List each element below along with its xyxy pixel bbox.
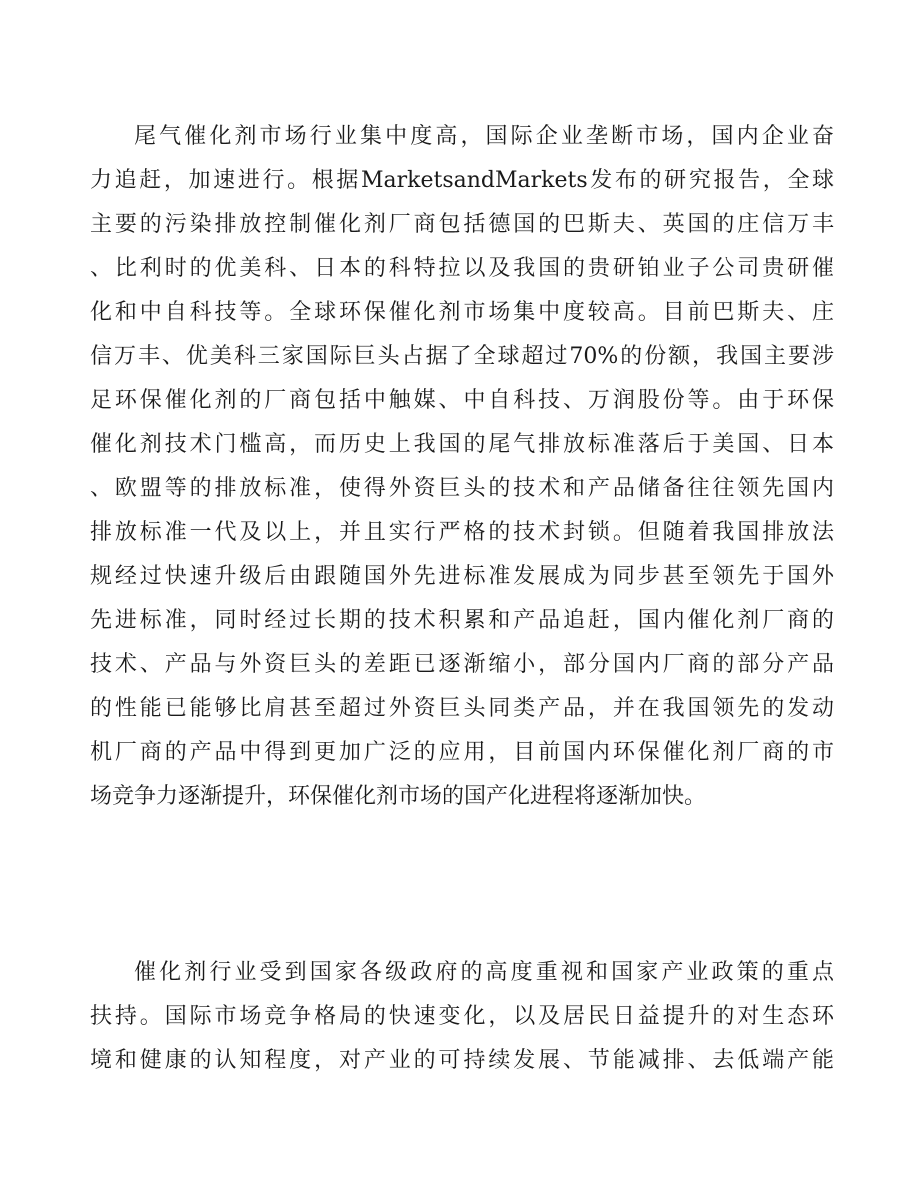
text-line: 技术、产品与外资巨头的差距已逐渐缩小，部分国内厂商的部分产品 bbox=[90, 652, 834, 677]
text-line: 主要的污染排放控制催化剂厂商包括德国的巴斯夫、英国的庄信万丰 bbox=[90, 212, 834, 237]
text-line: 场竞争力逐渐提升，环保催化剂市场的国产化进程将逐渐加快。 bbox=[90, 784, 707, 809]
text-line: 排放标准一代及以上，并且实行严格的技术封锁。但随着我国排放法 bbox=[90, 520, 834, 545]
text-line: 先进标准，同时经过长期的技术积累和产品追赶，国内催化剂厂商的 bbox=[90, 608, 834, 633]
text-line: 信万丰、优美科三家国际巨头占据了全球超过70%的份额，我国主要涉 bbox=[90, 344, 834, 369]
text-line: 、欧盟等的排放标准，使得外资巨头的技术和产品储备往往领先国内 bbox=[90, 476, 834, 501]
text-line: 的性能已能够比肩甚至超过外资巨头同类产品，并在我国领先的发动 bbox=[90, 696, 834, 721]
paragraph-market-concentration bbox=[90, 115, 834, 819]
text-line: 催化剂行业受到国家各级政府的高度重视和国家产业政策的重点 bbox=[134, 960, 834, 985]
text-line: 力追赶，加速进行。根据MarketsandMarkets发布的研究报告，全球 bbox=[90, 168, 834, 193]
text-line: 境和健康的认知程度，对产业的可持续发展、节能减排、去低端产能 bbox=[90, 1048, 834, 1073]
text-line: 足环保催化剂的厂商包括中触媒、中自科技、万润股份等。由于环保 bbox=[90, 388, 834, 413]
text-line: 机厂商的产品中得到更加广泛的应用，目前国内环保催化剂厂商的市 bbox=[90, 740, 834, 765]
text-line: 催化剂技术门槛高，而历史上我国的尾气排放标准落后于美国、日本 bbox=[90, 432, 834, 457]
text-line: 化和中自科技等。全球环保催化剂市场集中度较高。目前巴斯夫、庄 bbox=[90, 300, 834, 325]
text-line: 扶持。国际市场竞争格局的快速变化，以及居民日益提升的对生态环 bbox=[90, 1004, 834, 1029]
text-line: 尾气催化剂市场行业集中度高，国际企业垄断市场，国内企业奋 bbox=[134, 124, 834, 149]
paragraph-policy-support bbox=[90, 951, 834, 1083]
text-line: 、比利时的优美科、日本的科特拉以及我国的贵研铂业子公司贵研催 bbox=[90, 256, 834, 281]
text-line: 规经过快速升级后由跟随国外先进标准发展成为同步甚至领先于国外 bbox=[90, 564, 834, 589]
